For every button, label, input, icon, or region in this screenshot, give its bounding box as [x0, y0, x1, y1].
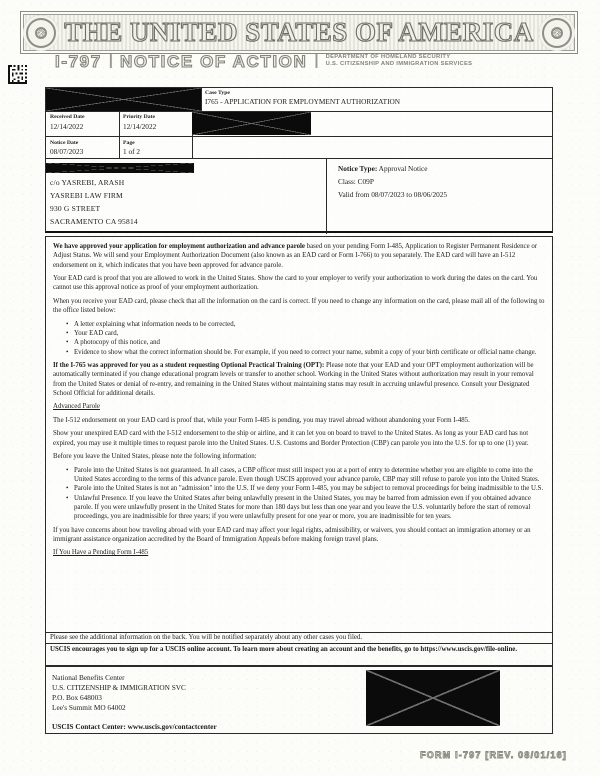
- table-gridline: [326, 158, 327, 234]
- recipient-line: c/o YASREBI, ARASH: [50, 178, 125, 187]
- redaction-box: [192, 112, 311, 135]
- received-date-value: 12/14/2022: [50, 122, 84, 131]
- redaction-bar-name: [46, 163, 194, 173]
- table-gridline: [119, 111, 120, 158]
- redaction-box: [366, 670, 500, 726]
- back-info-note: Please see the additional information on the back. You will be notified separately about any other cases you filed.: [45, 632, 553, 644]
- valid-line: Valid from 08/07/2023 to 08/06/2025: [338, 190, 448, 199]
- case-info-table: [45, 87, 553, 233]
- office-line: U.S. CITIZENSHIP & IMMIGRATION SVC: [52, 683, 186, 692]
- department-line1: DEPARTMENT OF HOMELAND SECURITY: [325, 54, 451, 60]
- department-block: [326, 53, 473, 68]
- paragraph-opt: [53, 361, 545, 398]
- recipient-address: [50, 176, 138, 228]
- notice-date-label: Notice Date: [50, 140, 79, 146]
- received-date-label: Received Date: [50, 114, 85, 120]
- paragraph-approval-bold: We have approved your application for employment authorization and advance parole: [53, 243, 305, 250]
- header-separator: |: [314, 52, 319, 69]
- travel-warning-list: [66, 466, 545, 522]
- recipient-line: YASREBI LAW FIRM: [50, 191, 123, 200]
- online-account-note: USCIS encourages you to sign up for a USCIS online account. To learn more about creating an account and the benefits, go to https://www.uscis.gov/file-online.: [45, 644, 553, 666]
- case-type-value: I765 - APPLICATION FOR EMPLOYMENT AUTHORIZATION: [205, 97, 401, 106]
- form-header: [55, 53, 472, 70]
- paragraph-show-card: Show your unexpired EAD card with the I-512 endorsement to the ship or airline, and it can let you on board to travel to the United States. As long as your EAD card has not expired, you may use it multiple times to request parole into the United States. U.S. Customs and Border Protection (CBP) can parole you into the U.S. for up to one (1) year.: [53, 430, 529, 447]
- office-line: P.O. Box 648003: [52, 693, 102, 702]
- list-item: • A photocopy of this notice, and: [66, 338, 545, 347]
- paragraph-approval-rest: based on your pending Form I-485, Application to Register Permanent Residence or Adjust Status. We will send your Employment Authorization Document (also known as an EAD card or Form I-766) to you separately. The EAD card will have an I-512 endorsement on it, which indicates that you have been approved for advance parole.: [53, 243, 538, 269]
- form-number: I-797: [55, 52, 102, 71]
- engraved-banner: [20, 11, 578, 54]
- redaction-box: [46, 88, 201, 111]
- recipient-line: SACRAMENTO CA 95814: [50, 217, 138, 226]
- rosette-icon: [23, 15, 59, 51]
- paragraph-concerns: If you have concerns about how traveling abroad with your EAD card may affect your legal rights, admissibility, or waivers, you should contact an immigration attorney or an immigrant assistance organization accredited by the Board of Immigration Appeals before making foreign travel plans.: [53, 526, 531, 543]
- page-label: Page: [123, 140, 135, 146]
- header-separator: |: [108, 52, 113, 69]
- datamatrix-barcode-icon: [8, 65, 27, 84]
- paragraph-check-card: When you receive your EAD card, please check that all the information on the card is correct. If you need to change any information on the card, please mail all of the following to the office listed below:: [53, 297, 545, 315]
- heading-advanced-parole: Advanced Parole: [53, 403, 100, 411]
- notice-info: [338, 162, 447, 201]
- footer-office-box: [45, 666, 553, 734]
- list-item: • A letter explaining what information needs to be corrected,: [66, 320, 545, 329]
- list-item: • Your EAD card,: [66, 329, 545, 338]
- paragraph-opt-rest: Please note that your EAD and your OPT employment authorization will be automatically terminated if you change educational program levels or transfer to another school. Working in the United States without authorization may result in your removal from the United States or denial of re-entry, and remaining in the United States without maintaining status may result in accruing unlawful presence. Consult your Designated School Official for additional details.: [53, 362, 534, 397]
- notice-type-label: Notice Type:: [338, 164, 378, 173]
- recipient-line: 930 G STREET: [50, 204, 101, 213]
- paragraph-opt-bold: If the I-765 was approved for you as a student requesting Optional Practical Training (OPT):: [53, 362, 325, 370]
- table-gridline: [46, 136, 552, 137]
- table-gridline: [46, 158, 552, 159]
- notice-date-value: 08/07/2023: [50, 147, 84, 156]
- form-revision-mark: FORM I-797 [REV. 08/01/16]: [420, 750, 567, 760]
- notice-body: [45, 236, 553, 633]
- paragraph-ead-proof: Your EAD card is proof that you are allowed to work in the United States. Show the card to your employer to verify your authorization to work during the dates on the card. You cannot use this approval notice as proof of your employment authorization.: [53, 275, 538, 292]
- office-line: Lee's Summit MO 64002: [52, 703, 126, 712]
- case-type-label: Case Type: [205, 90, 230, 96]
- class-line: Class: C09P: [338, 177, 374, 186]
- list-item: • Parole into the United States is not an "admission" into the U.S. If we deny your Form I-485, you may be subject to removal proceedings for being inadmissible to the U.S.: [66, 484, 545, 493]
- priority-date-value: 12/14/2022: [123, 122, 157, 131]
- form-title: NOTICE OF ACTION: [119, 52, 308, 71]
- list-item: • Evidence to show what the correct information should be. For example, if you need to correct your name, submit a copy of your birth certificate or official name change.: [66, 348, 545, 357]
- heading-pending-i485: If You Have a Pending Form I-485: [53, 549, 149, 557]
- notice-type-value: Approval Notice: [378, 164, 428, 173]
- department-line2: U.S. CITIZENSHIP AND IMMIGRATION SERVICES: [325, 61, 473, 67]
- rosette-icon: [539, 15, 575, 51]
- paragraph-i512: The I-512 endorsement on your EAD card is proof that, while your Form I-485 is pending, you may travel abroad without abandoning your Form I-485.: [53, 416, 470, 424]
- banner-title: THE UNITED STATES OF AMERICA: [64, 17, 534, 47]
- list-item: • Unlawful Presence. If you leave the United States after being unlawfully present in the United States, you may be barred from admission even if you obtained advance parole. If you were unlawfully present in the United States for more than 180 days but less than one year and you leave the U.S. voluntarily before the start of removal proceedings, you are inadmissible for three years; if you were unlawfully present for one year or more, you are inadmissible for ten years.: [66, 494, 545, 522]
- page-value: 1 of 2: [123, 147, 141, 156]
- paragraph-before-leave: Before you leave the United States, please note the following information:: [53, 453, 257, 461]
- priority-date-label: Priority Date: [123, 114, 156, 120]
- contact-center-line: USCIS Contact Center: www.uscis.gov/contactcenter: [52, 722, 217, 731]
- correction-items-list: [66, 320, 545, 357]
- list-item: • Parole into the United States is not guaranteed. In all cases, a CBP officer must still inspect you at a port of entry to determine whether you are eligible to come into the United States according to the terms of this advance parole. Even though USCIS approved your advance parole, CBP may still refuse to parole you into the United States.: [66, 466, 545, 485]
- table-gridline: [201, 88, 202, 111]
- office-line: National Benefits Center: [52, 673, 125, 682]
- paragraph-approval: [53, 242, 545, 270]
- notice-type-line: [338, 162, 447, 175]
- office-address: [52, 673, 186, 713]
